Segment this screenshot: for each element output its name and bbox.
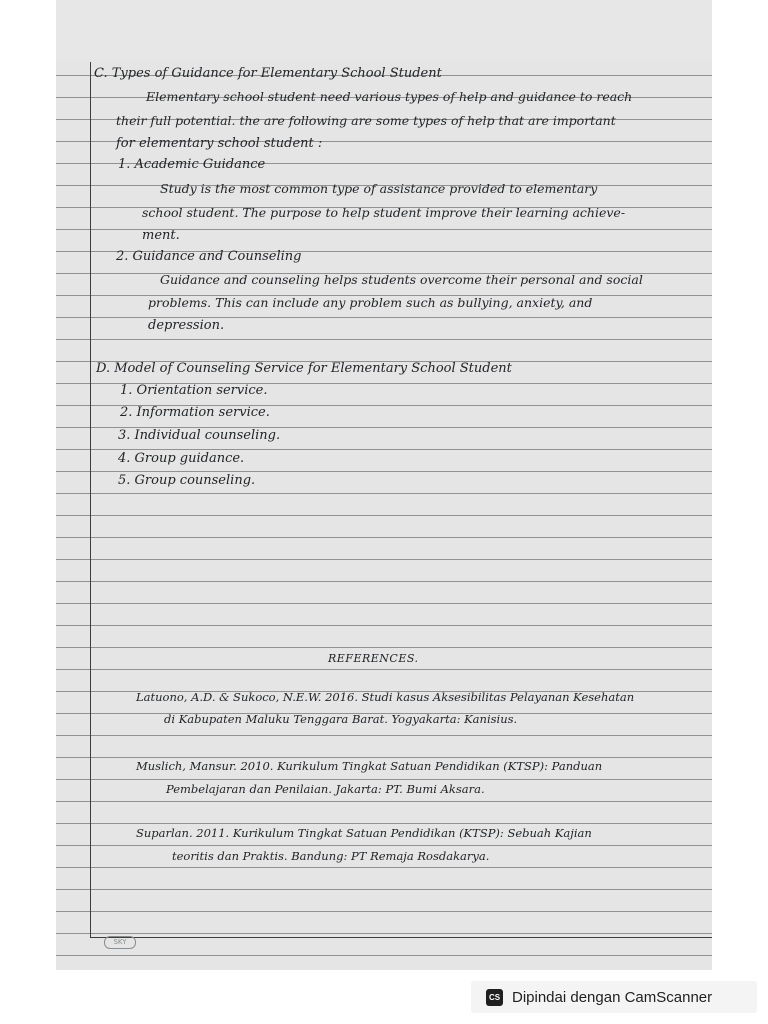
- section-d-list-item: 2. Information service.: [120, 405, 270, 420]
- section-c-intro-line: for elementary school student :: [116, 136, 323, 151]
- section-d-list-item: 4. Group guidance.: [118, 451, 245, 466]
- section-c-title: C. Types of Guidance for Elementary School Student: [94, 66, 442, 81]
- camscanner-text: Dipindai dengan CamScanner: [512, 988, 713, 1006]
- section-d-list-item: 1. Orientation service.: [120, 383, 268, 398]
- reference-entry-line: Suparlan. 2011. Kurikulum Tingkat Satuan Pendidikan (KTSP): Sebuah Kajian: [136, 826, 592, 840]
- references-title: REFERENCES.: [328, 652, 419, 665]
- section-c-item-body: school student. The purpose to help student improve their learning achieve-: [142, 205, 626, 220]
- section-c-item-body: ment.: [142, 228, 180, 243]
- reference-entry-line: teoritis dan Praktis. Bandung: PT Remaja Rosdakarya.: [172, 849, 490, 863]
- section-c-item-body: problems. This can include any problem such as bullying, anxiety, and: [148, 295, 593, 310]
- section-d-title: D. Model of Counseling Service for Elementary School Student: [96, 361, 512, 376]
- camscanner-watermark: [471, 981, 757, 1013]
- reference-entry-line: di Kabupaten Maluku Tenggara Barat. Yogyakarta: Kanisius.: [164, 712, 518, 726]
- section-c-item-body: Guidance and counseling helps students overcome their personal and social: [160, 272, 643, 287]
- camscanner-icon: CS: [486, 989, 503, 1006]
- page-number-label: SKY: [104, 936, 136, 949]
- bottom-rule: [90, 937, 712, 938]
- notebook-page: [56, 0, 712, 970]
- section-c-item-body: depression.: [148, 318, 225, 333]
- section-c-intro-line: Elementary school student need various types of help and guidance to reach: [146, 89, 633, 104]
- section-d-list-item: 3. Individual counseling.: [118, 428, 281, 443]
- section-c-intro-line: their full potential. the are following are some types of help that are important: [116, 113, 616, 128]
- reference-entry-line: Muslich, Mansur. 2010. Kurikulum Tingkat Satuan Pendidikan (KTSP): Panduan: [136, 759, 603, 773]
- margin-line: [90, 62, 91, 938]
- reference-entry-line: Latuono, A.D. & Sukoco, N.E.W. 2016. Studi kasus Aksesibilitas Pelayanan Kesehatan: [136, 690, 635, 704]
- reference-entry-line: Pembelajaran dan Penilaian. Jakarta: PT. Bumi Aksara.: [166, 782, 485, 796]
- section-d-list-item: 5. Group counseling.: [118, 473, 256, 488]
- section-c-item-title: 1. Academic Guidance: [118, 157, 266, 172]
- section-c-item-title: 2. Guidance and Counseling: [116, 249, 302, 264]
- section-c-item-body: Study is the most common type of assistance provided to elementary: [160, 181, 598, 196]
